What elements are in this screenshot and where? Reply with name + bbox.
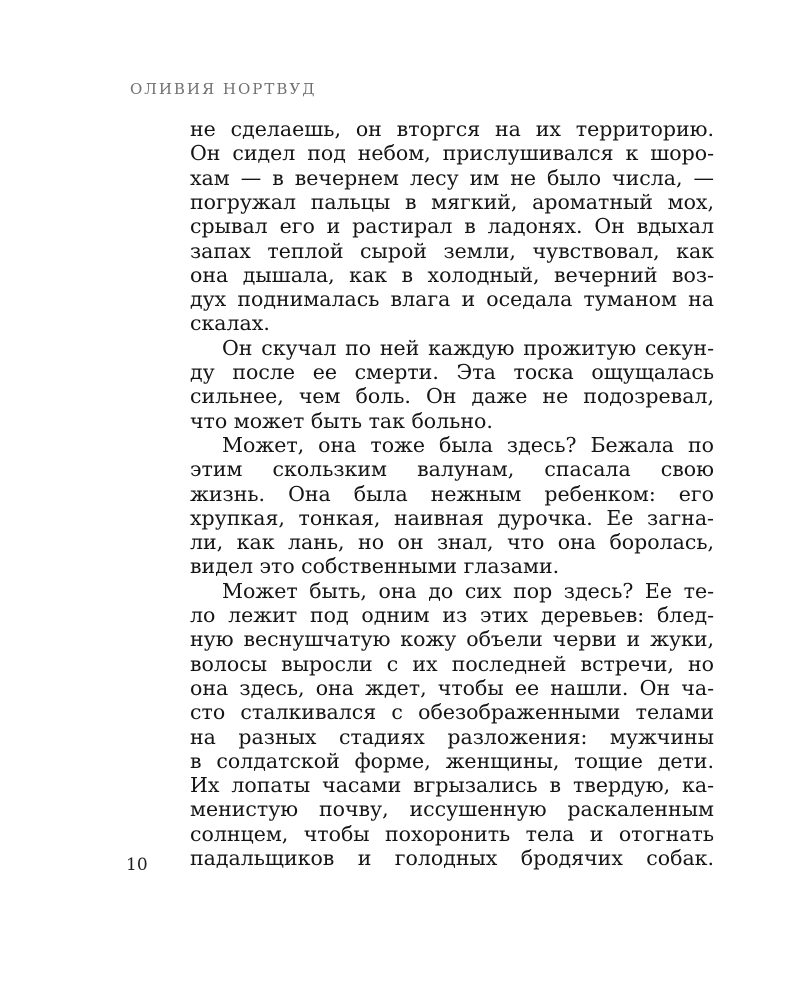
text-line: видел это собственными глазами. — [190, 554, 560, 579]
page-number: 10 — [126, 855, 148, 875]
text-line: жизнь. Она была нежным ребенком: его — [190, 481, 714, 506]
text-line: дух поднималась влага и оседала туманом на — [190, 287, 714, 312]
text-line: запах теплой сырой земли, чувствовал, как — [190, 238, 714, 263]
text-line: в солдатской форме, женщины, тощие дети. — [190, 748, 714, 773]
text-line: Может, она тоже была здесь? Бежала по — [222, 432, 714, 457]
text-line: ли, как лань, но он знал, что она боролась, — [190, 530, 714, 555]
text-line: хам — в вечернем лесу им не было числа, — — [190, 165, 714, 190]
text-line: волосы выросли с их последней встречи, но — [190, 651, 714, 676]
text-line: ло лежит под одним из этих деревьев: блед- — [190, 603, 714, 627]
text-line: Может быть, она до сих пор здесь? Ее те- — [222, 578, 714, 603]
text-line: менистую почву, иссушенную раскаленным — [190, 797, 714, 822]
text-line: солнцем, чтобы похоронить тела и отогнать — [190, 821, 714, 846]
text-line: ду после ее смерти. Эта тоска ощущалась — [190, 360, 714, 384]
text-line: ную веснушчатую кожу объели черви и жуки, — [190, 627, 714, 652]
running-head: ОЛИВИЯ НОРТВУД — [130, 80, 317, 98]
text-line: Он сидел под небом, прислушивался к шоро- — [190, 141, 714, 166]
text-line: падальщиков и голодных бродячих собак. — [190, 846, 714, 870]
text-line: что может быть так больно. — [190, 408, 493, 433]
text-line: Он скучал по ней каждую прожитую секун- — [222, 335, 714, 360]
text-line: Их лопаты часами вгрызались в твердую, ка- — [190, 773, 714, 798]
text-line: срывал его и растирал в ладонях. Он вдыхал — [190, 214, 714, 239]
text-line: скалах. — [190, 311, 270, 336]
text-line: на разных стадиях разложения: мужчины — [190, 724, 714, 749]
text-line: сто сталкивался с обезображенными телами — [190, 700, 714, 725]
text-line: этим скользким валунам, спасала свою — [190, 457, 714, 482]
text-line: не сделаешь, он вторгся на их территорию. — [190, 117, 714, 141]
text-line: сильнее, чем боль. Он даже не подозревал, — [190, 384, 714, 409]
text-line: она дышала, как в холодный, вечерний воз- — [190, 262, 714, 287]
text-line: хрупкая, тонкая, наивная дурочка. Ее загна- — [190, 505, 714, 530]
text-line: погружал пальцы в мягкий, ароматный мох, — [190, 189, 714, 214]
text-line: она здесь, она ждет, чтобы ее нашли. Он ча- — [190, 675, 714, 700]
